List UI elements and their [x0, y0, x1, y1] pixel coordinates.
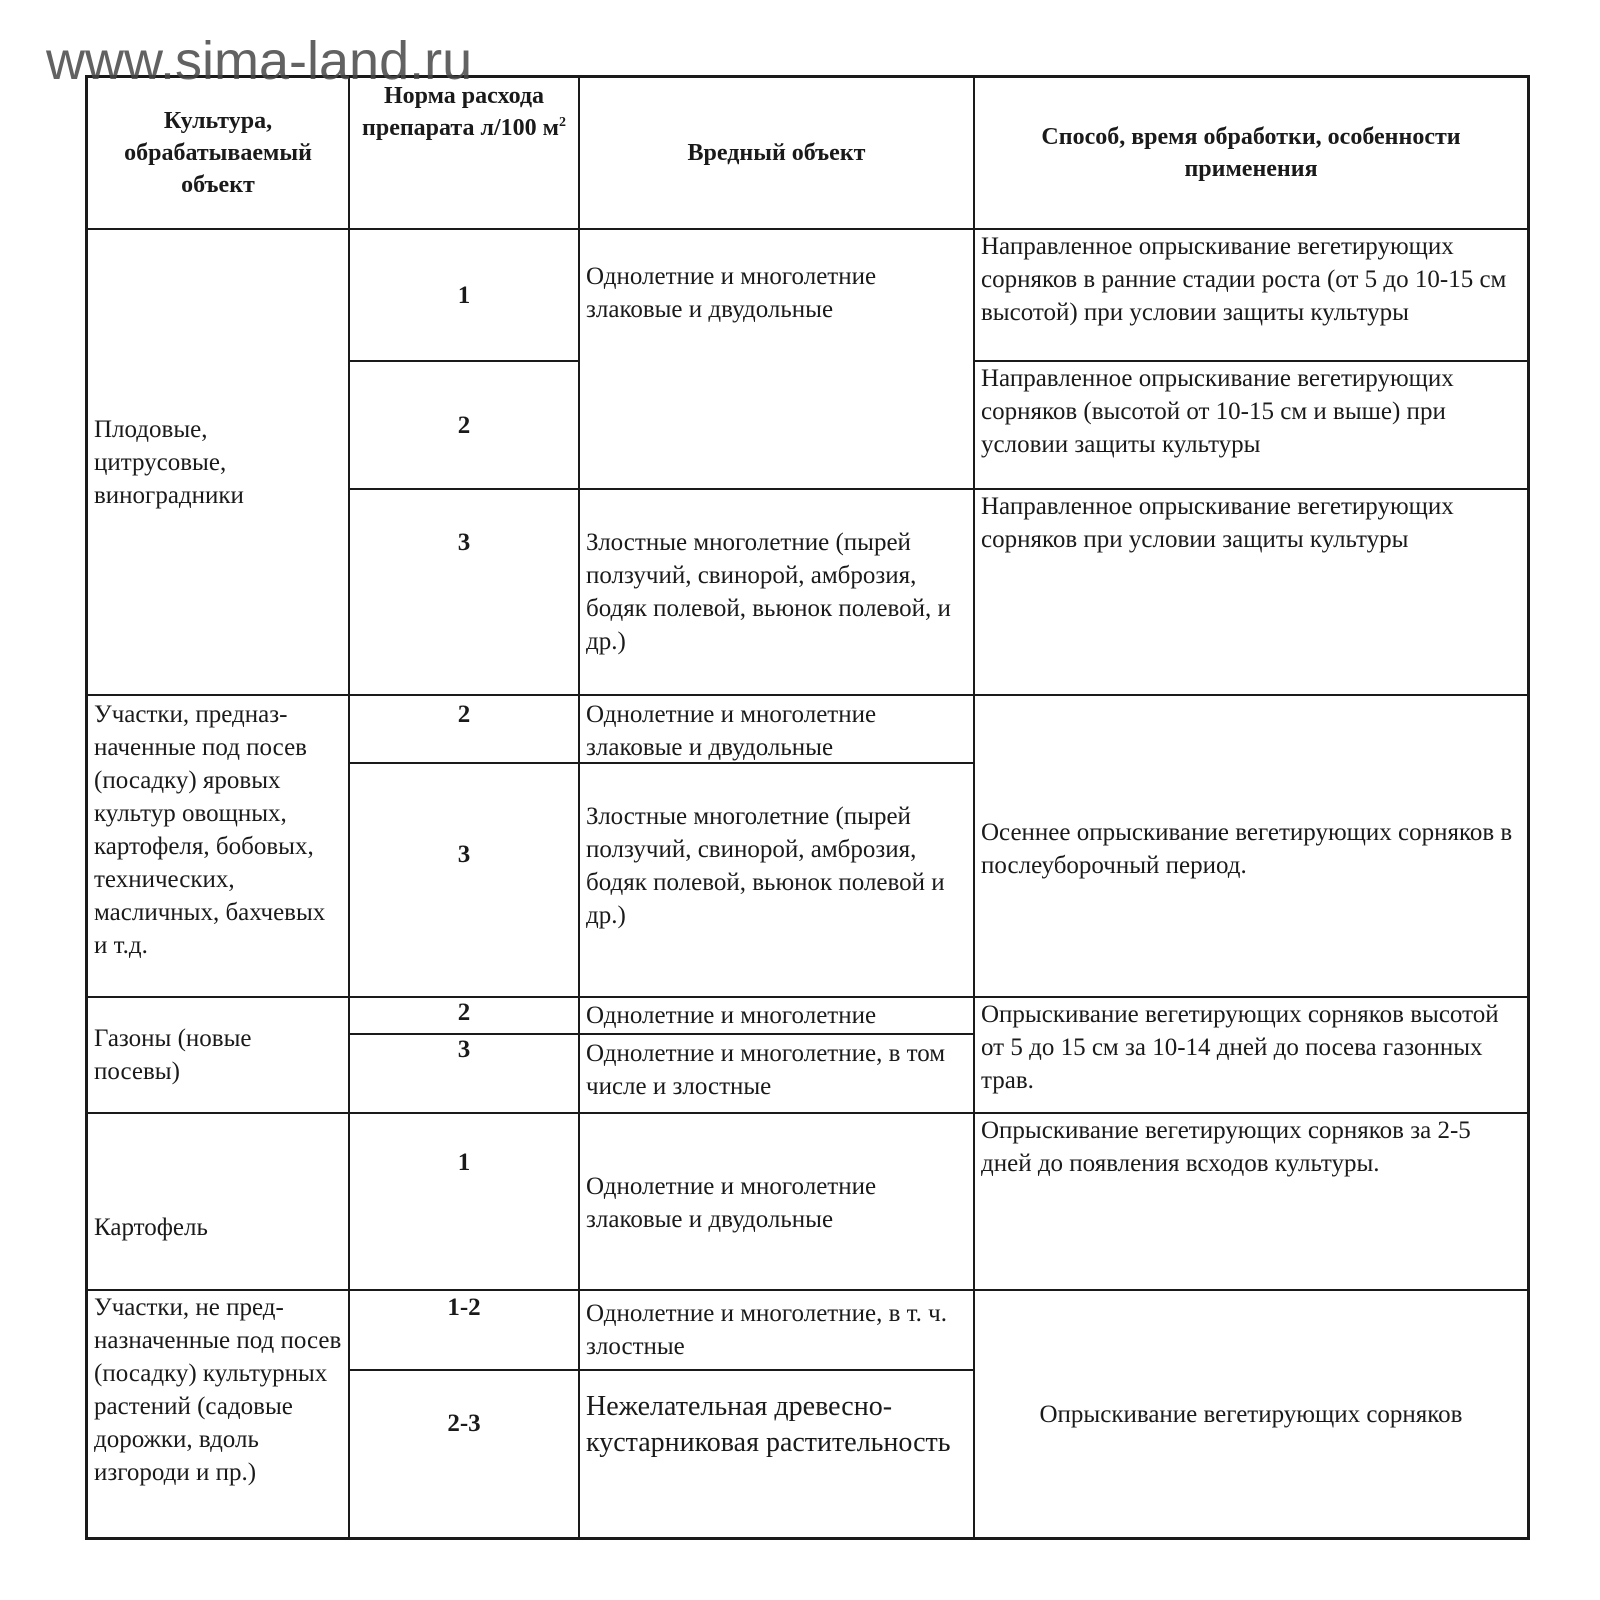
treatment-table — [85, 75, 1530, 1540]
group1-pest-a: Однолетние и многолетние злаковые и двудольные — [580, 230, 975, 490]
group1-rate-1: 1 — [350, 230, 580, 362]
group5-rate-1: 1-2 — [350, 1291, 580, 1371]
group1-rate-3: 3 — [350, 490, 580, 696]
group3-pest-1: Однолетние и многолетние — [580, 998, 975, 1035]
group3-rate-1: 2 — [350, 998, 580, 1035]
group4-pest: Однолетние и многолетние злаковые и двудольные — [580, 1114, 975, 1291]
header-method: Способ, время обработки, особенности применения — [975, 78, 1527, 230]
group2-culture: Участки, предназ-наченные под посев (посадку) яровых культур овощных, картофеля, бобовых, технических, масличных, бахчевых и т.д. — [88, 696, 350, 998]
group1-rate-2: 2 — [350, 362, 580, 490]
group5-pest-2: Нежелательная древесно-кустарниковая растительность — [580, 1371, 975, 1537]
group3-method: Опрыскивание вегетирующих сорняков высотой от 5 до 15 см за 10-14 дней до посева газонных трав. — [975, 998, 1527, 1114]
group1-method-3: Направленное опрыскивание вегетирующих сорняков при условии защиты культуры — [975, 490, 1527, 696]
group5-pest-1: Однолетние и многолетние, в т. ч. злостные — [580, 1291, 975, 1371]
group5-method: Опрыскивание вегетирующих сорняков — [1039, 1400, 1463, 1428]
watermark: www.sima-land.ru — [46, 31, 473, 91]
group2-pest-1: Однолетние и многолетние злаковые и двудольные — [580, 696, 975, 764]
group4-rate: 1 — [350, 1114, 580, 1291]
header-rate — [350, 78, 580, 230]
header-culture: Культура, обрабатываемый объект — [88, 78, 350, 230]
group3-pest-2: Однолетние и многолетние, в том числе и злостные — [580, 1035, 975, 1114]
group2-rate-2: 3 — [350, 764, 580, 998]
group3-culture: Газоны (новые посевы) — [88, 998, 350, 1114]
header-rate-text: Норма расхода препарата л/100 м — [362, 83, 559, 141]
group1-method-2: Направленное опрыскивание вегетирующих сорняков (высотой от 10-15 см и выше) при условии защиты культуры — [975, 362, 1527, 490]
group2-rate-1: 2 — [350, 696, 580, 764]
group2-pest-2: Злостные многолетние (пырей ползучий, свинорой, амброзия, бодяк полевой, вьюнок полевой и др.) — [580, 764, 975, 998]
group1-culture: Плодовые, цитрусовые, виноградники — [88, 230, 350, 696]
group2-method: Осеннее опрыскивание вегетирующих сорняков в послеуборочный период. — [975, 696, 1527, 998]
header-rate-sup: 2 — [558, 115, 566, 130]
group1-pest-b: Злостные многолетние (пырей ползучий, свинорой, амброзия, бодяк полевой, вьюнок полевой, и др.) — [580, 490, 975, 696]
group4-method: Опрыскивание вегетирующих сорняков за 2-5 дней до появления всходов культуры. — [975, 1114, 1527, 1291]
group4-culture: Картофель — [88, 1114, 350, 1291]
group1-method-1: Направленное опрыскивание вегетирующих сорняков в ранние стадии роста (от 5 до 10-15 см высотой) при условии защиты культуры — [975, 230, 1527, 362]
header-pest: Вредный объект — [580, 78, 975, 230]
group5-culture: Участки, не пред-назначенные под посев (посадку) культурных растений (садовые дорожки, вдоль изгороди и пр.) — [88, 1291, 350, 1537]
group5-rate-2: 2-3 — [350, 1371, 580, 1537]
group3-rate-2: 3 — [350, 1035, 580, 1114]
